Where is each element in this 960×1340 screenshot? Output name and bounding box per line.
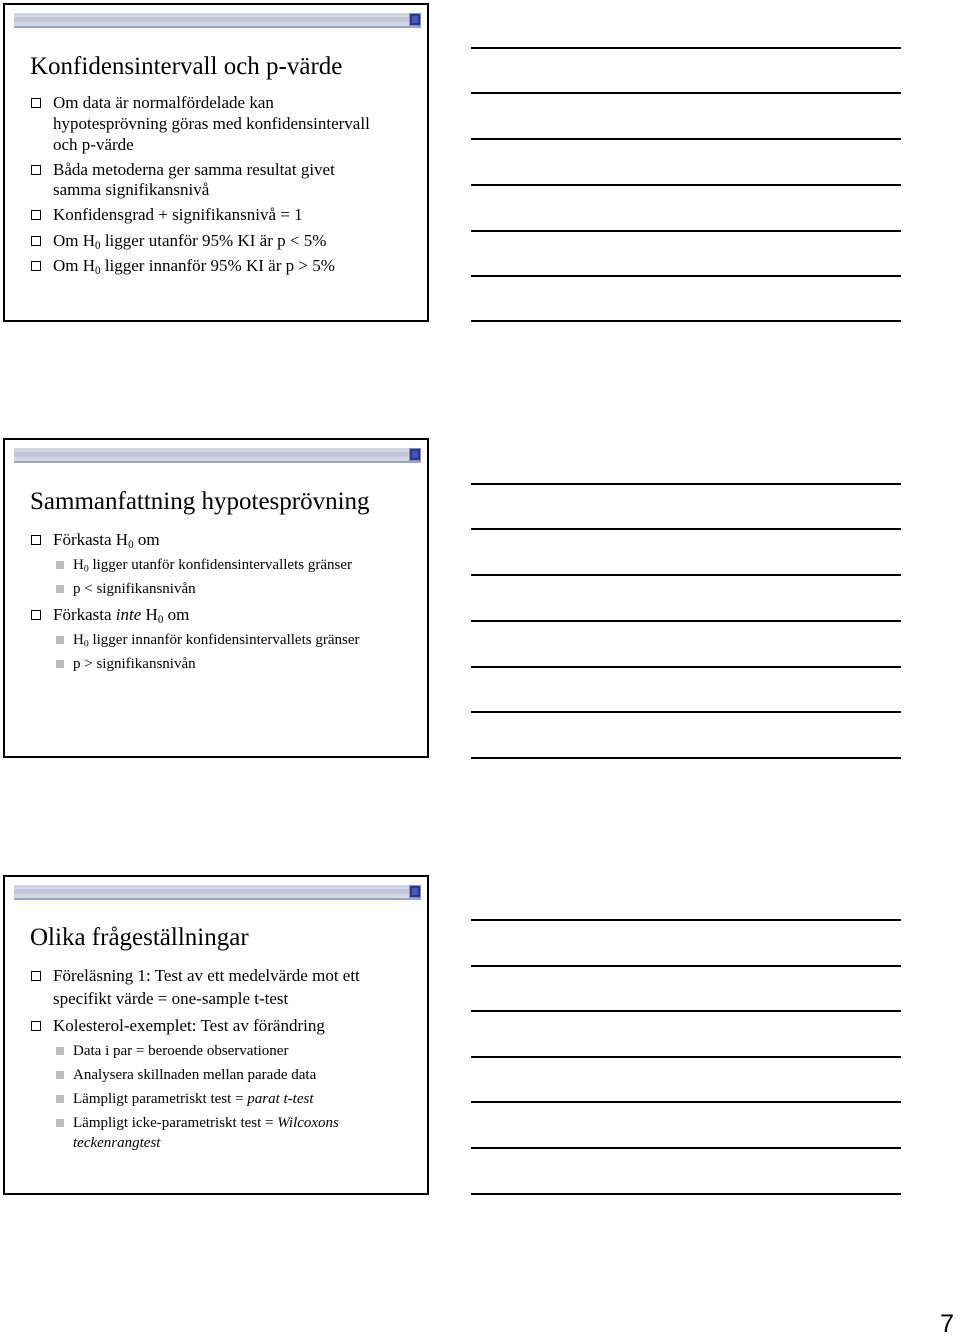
slide-3 [3, 875, 429, 1195]
sub-bullet: Lämpligt parametriskt test = parat t-test [73, 1091, 314, 1107]
slide-corner-square [409, 448, 421, 461]
note-line [471, 1101, 901, 1103]
note-line [471, 919, 901, 921]
note-line [471, 483, 901, 485]
sub-bullet: $H_0$ ligger utanför konfidensintervallets gränser [73, 557, 352, 575]
bullet: Om data är normalfördelade kan [53, 93, 274, 112]
slide-corner-square [409, 885, 421, 898]
sub-bullet: p > signifikansnivån [73, 656, 196, 672]
note-line [471, 965, 901, 967]
note-line [471, 1056, 901, 1058]
sub-bullet: $H_0$ ligger innanför konfidensintervallets gränser [73, 632, 360, 650]
bullet: Båda metoderna ger samma resultat givet [53, 160, 335, 179]
bullet-continuation: och p-värde [53, 135, 134, 154]
bullet: Föreläsning 1: Test av ett medelvärde mot ett [53, 966, 360, 985]
sub-bullet: Analysera skillnaden mellan parade data [73, 1067, 317, 1083]
bullet: Kolesterol-exemplet: Test av förändring [53, 1016, 325, 1035]
bullet: Förkasta inte $H_0$ om [53, 605, 190, 626]
note-line [471, 275, 901, 277]
slide-2 [3, 438, 429, 758]
note-line [471, 620, 901, 622]
slide-corner-square [409, 13, 421, 26]
bullet-continuation: samma signifikansnivå [53, 180, 210, 199]
bullet: Om $H_0$ ligger innanför 95% KI är p > 5% [53, 256, 335, 277]
bullet: Konfidensgrad + signifikansnivå = 1 [53, 205, 303, 224]
slide-title: Konfidensintervall och p-värde [30, 53, 343, 80]
slide-title: Sammanfattning hypotesprövning [30, 488, 370, 515]
note-line [471, 1010, 901, 1012]
note-line [471, 138, 901, 140]
note-line [471, 1193, 901, 1195]
note-line [471, 230, 901, 232]
sub-bullet: Data i par = beroende observationer [73, 1043, 289, 1059]
slide-title: Olika frågeställningar [30, 924, 249, 951]
note-line [471, 320, 901, 322]
sub-bullet-continuation: teckenrangtest [73, 1135, 161, 1151]
bullet-continuation: hypotesprövning göras med konfidensintervall [53, 114, 370, 133]
bullet: Om $H_0$ ligger utanför 95% KI är p < 5% [53, 231, 327, 252]
slide-header-bar [14, 448, 421, 463]
note-line [471, 711, 901, 713]
slide-header-bar [14, 885, 421, 900]
note-line [471, 574, 901, 576]
slide-1 [3, 3, 429, 322]
note-line [471, 528, 901, 530]
note-line [471, 184, 901, 186]
note-line [471, 666, 901, 668]
bullet: Förkasta $H_0$ om [53, 530, 160, 551]
note-line [471, 1147, 901, 1149]
sub-bullet: Lämpligt icke-parametriskt test = Wilcoxons [73, 1115, 339, 1131]
note-line [471, 757, 901, 759]
page-number: 7 [940, 1310, 954, 1338]
slide-header-bar [14, 13, 421, 28]
note-line [471, 47, 901, 49]
sub-bullet: p < signifikansnivån [73, 581, 196, 597]
note-line [471, 92, 901, 94]
bullet-continuation: specifikt värde = one-sample t-test [53, 989, 289, 1008]
